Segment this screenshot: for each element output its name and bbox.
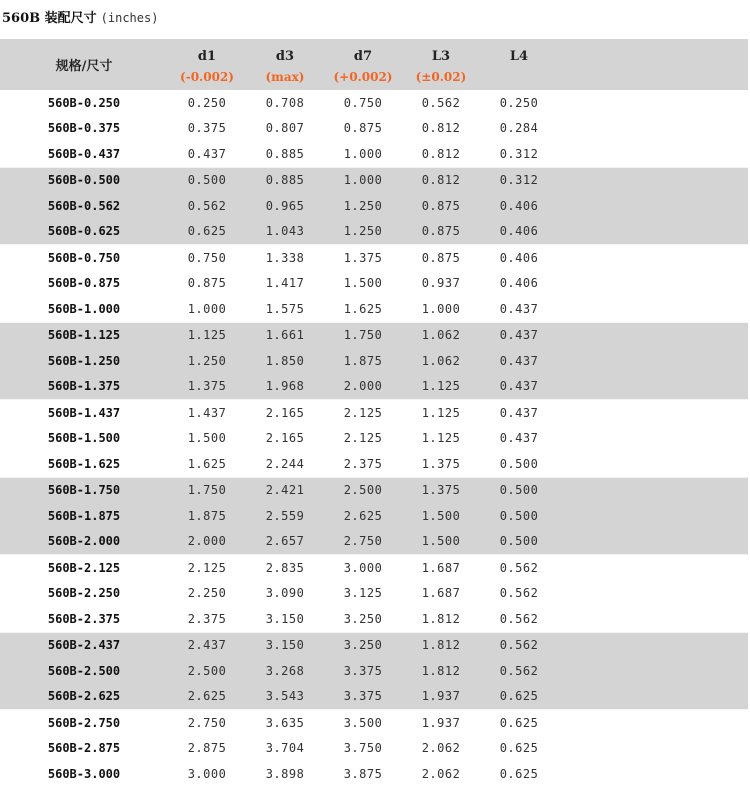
cell-d3: 3.150 bbox=[246, 606, 324, 632]
row-filler bbox=[558, 90, 748, 116]
cell-d3: 3.150 bbox=[246, 632, 324, 658]
table-row bbox=[0, 477, 748, 503]
cell-l3: 1.812 bbox=[402, 632, 480, 658]
table-body bbox=[0, 90, 748, 787]
cell-spec-code: 560B-1.000 bbox=[0, 296, 168, 322]
cell-spec-code: 560B-0.750 bbox=[0, 245, 168, 271]
cell-l3: 0.812 bbox=[402, 116, 480, 142]
table-row bbox=[0, 90, 748, 116]
cell-l3: 0.562 bbox=[402, 90, 480, 116]
cell-d1: 2.750 bbox=[168, 710, 246, 736]
cell-l4: 0.312 bbox=[480, 167, 558, 193]
cell-d3: 3.704 bbox=[246, 736, 324, 762]
cell-d3: 1.968 bbox=[246, 374, 324, 400]
cell-l4: 0.284 bbox=[480, 116, 558, 142]
cell-d3: 1.338 bbox=[246, 245, 324, 271]
cell-l4: 0.437 bbox=[480, 426, 558, 452]
cell-spec-code: 560B-0.500 bbox=[0, 167, 168, 193]
cell-d1: 2.500 bbox=[168, 658, 246, 684]
cell-d1: 2.000 bbox=[168, 529, 246, 555]
column-header-d3: d3 bbox=[246, 39, 324, 64]
cell-spec-code: 560B-0.375 bbox=[0, 116, 168, 142]
cell-l4: 0.625 bbox=[480, 736, 558, 762]
cell-spec-code: 560B-2.625 bbox=[0, 684, 168, 710]
cell-l4: 0.406 bbox=[480, 219, 558, 245]
cell-d7: 2.125 bbox=[324, 400, 402, 426]
cell-l4: 0.562 bbox=[480, 581, 558, 607]
cell-d1: 2.250 bbox=[168, 581, 246, 607]
cell-d3: 1.661 bbox=[246, 322, 324, 348]
cell-d3: 1.043 bbox=[246, 219, 324, 245]
cell-d7: 2.125 bbox=[324, 426, 402, 452]
cell-l3: 0.812 bbox=[402, 167, 480, 193]
column-header-d7: d7 bbox=[324, 39, 402, 64]
row-filler bbox=[558, 503, 748, 529]
cell-d1: 1.750 bbox=[168, 477, 246, 503]
cell-spec-code: 560B-0.250 bbox=[0, 90, 168, 116]
cell-spec-code: 560B-1.750 bbox=[0, 477, 168, 503]
row-filler bbox=[558, 581, 748, 607]
cell-d3: 0.807 bbox=[246, 116, 324, 142]
cell-l4: 0.562 bbox=[480, 632, 558, 658]
table-row bbox=[0, 503, 748, 529]
cell-d1: 0.375 bbox=[168, 116, 246, 142]
column-header-d1: d1 bbox=[168, 39, 246, 64]
cell-d1: 0.750 bbox=[168, 245, 246, 271]
cell-spec-code: 560B-1.500 bbox=[0, 426, 168, 452]
cell-d3: 3.268 bbox=[246, 658, 324, 684]
cell-l4: 0.625 bbox=[480, 684, 558, 710]
tolerance-l4 bbox=[480, 64, 558, 90]
cell-l4: 0.500 bbox=[480, 477, 558, 503]
cell-d3: 2.657 bbox=[246, 529, 324, 555]
table-row bbox=[0, 736, 748, 762]
cell-d1: 0.500 bbox=[168, 167, 246, 193]
row-filler bbox=[558, 400, 748, 426]
cell-l3: 1.687 bbox=[402, 581, 480, 607]
cell-l3: 1.937 bbox=[402, 710, 480, 736]
page-title bbox=[2, 6, 158, 28]
cell-spec-code: 560B-1.250 bbox=[0, 348, 168, 374]
tolerance-l3: (±0.02) bbox=[402, 64, 480, 90]
cell-d1: 0.875 bbox=[168, 271, 246, 297]
cell-l4: 0.562 bbox=[480, 658, 558, 684]
cell-d1: 2.125 bbox=[168, 555, 246, 581]
row-filler bbox=[558, 451, 748, 477]
table-row bbox=[0, 426, 748, 452]
cell-l4: 0.500 bbox=[480, 529, 558, 555]
cell-d1: 0.625 bbox=[168, 219, 246, 245]
cell-d1: 1.625 bbox=[168, 451, 246, 477]
row-filler bbox=[558, 245, 748, 271]
cell-d3: 1.417 bbox=[246, 271, 324, 297]
cell-l3: 1.125 bbox=[402, 400, 480, 426]
row-filler bbox=[558, 193, 748, 219]
cell-d7: 2.000 bbox=[324, 374, 402, 400]
cell-d7: 1.750 bbox=[324, 322, 402, 348]
cell-d7: 1.500 bbox=[324, 271, 402, 297]
cell-d7: 3.250 bbox=[324, 606, 402, 632]
cell-l3: 1.375 bbox=[402, 477, 480, 503]
cell-l4: 0.437 bbox=[480, 322, 558, 348]
row-filler bbox=[558, 348, 748, 374]
cell-d1: 3.000 bbox=[168, 761, 246, 787]
cell-l4: 0.562 bbox=[480, 555, 558, 581]
cell-d7: 0.750 bbox=[324, 90, 402, 116]
table-row bbox=[0, 296, 748, 322]
tolerance-d3: (max) bbox=[246, 64, 324, 90]
cell-l4: 0.562 bbox=[480, 606, 558, 632]
row-filler bbox=[558, 684, 748, 710]
cell-spec-code: 560B-0.875 bbox=[0, 271, 168, 297]
title-main: 560B 装配尺寸 bbox=[2, 11, 97, 26]
cell-l3: 1.000 bbox=[402, 296, 480, 322]
cell-l4: 0.625 bbox=[480, 710, 558, 736]
cell-l4: 0.406 bbox=[480, 193, 558, 219]
cell-d7: 3.375 bbox=[324, 658, 402, 684]
spec-column-header: 规格/尺寸 bbox=[0, 39, 168, 90]
cell-d1: 2.875 bbox=[168, 736, 246, 762]
table-row bbox=[0, 710, 748, 736]
cell-d3: 2.559 bbox=[246, 503, 324, 529]
cell-l4: 0.406 bbox=[480, 245, 558, 271]
cell-l4: 0.250 bbox=[480, 90, 558, 116]
cell-d1: 2.437 bbox=[168, 632, 246, 658]
column-header-l4: L4 bbox=[480, 39, 558, 64]
cell-l3: 1.687 bbox=[402, 555, 480, 581]
table-row bbox=[0, 116, 748, 142]
cell-d1: 0.250 bbox=[168, 90, 246, 116]
cell-l3: 1.500 bbox=[402, 503, 480, 529]
table-row bbox=[0, 167, 748, 193]
cell-d3: 3.635 bbox=[246, 710, 324, 736]
cell-d1: 1.250 bbox=[168, 348, 246, 374]
cell-spec-code: 560B-0.625 bbox=[0, 219, 168, 245]
cell-l4: 0.437 bbox=[480, 374, 558, 400]
cell-d1: 1.500 bbox=[168, 426, 246, 452]
cell-d7: 1.000 bbox=[324, 141, 402, 167]
cell-d3: 0.885 bbox=[246, 167, 324, 193]
cell-spec-code: 560B-2.500 bbox=[0, 658, 168, 684]
row-filler bbox=[558, 736, 748, 762]
cell-d1: 1.000 bbox=[168, 296, 246, 322]
cell-l4: 0.625 bbox=[480, 761, 558, 787]
cell-spec-code: 560B-1.375 bbox=[0, 374, 168, 400]
row-filler bbox=[558, 219, 748, 245]
cell-l3: 1.500 bbox=[402, 529, 480, 555]
cell-d3: 2.165 bbox=[246, 400, 324, 426]
row-filler bbox=[558, 761, 748, 787]
cell-d3: 3.090 bbox=[246, 581, 324, 607]
cell-d7: 3.000 bbox=[324, 555, 402, 581]
cell-d1: 1.875 bbox=[168, 503, 246, 529]
cell-spec-code: 560B-2.125 bbox=[0, 555, 168, 581]
table-row bbox=[0, 632, 748, 658]
table-row bbox=[0, 322, 748, 348]
cell-l3: 1.125 bbox=[402, 426, 480, 452]
header-row-names bbox=[0, 39, 748, 64]
cell-l3: 0.875 bbox=[402, 193, 480, 219]
cell-l3: 2.062 bbox=[402, 761, 480, 787]
table-row bbox=[0, 451, 748, 477]
cell-l3: 1.937 bbox=[402, 684, 480, 710]
cell-l3: 1.375 bbox=[402, 451, 480, 477]
title-unit: (inches) bbox=[100, 11, 159, 25]
cell-d3: 0.885 bbox=[246, 141, 324, 167]
table-row bbox=[0, 219, 748, 245]
header-filler bbox=[558, 64, 748, 90]
cell-l3: 1.125 bbox=[402, 374, 480, 400]
cell-l3: 1.812 bbox=[402, 658, 480, 684]
cell-d7: 2.375 bbox=[324, 451, 402, 477]
cell-d3: 0.965 bbox=[246, 193, 324, 219]
cell-spec-code: 560B-2.437 bbox=[0, 632, 168, 658]
table-row bbox=[0, 141, 748, 167]
cell-spec-code: 560B-2.000 bbox=[0, 529, 168, 555]
cell-d1: 1.375 bbox=[168, 374, 246, 400]
row-filler bbox=[558, 271, 748, 297]
cell-d1: 1.125 bbox=[168, 322, 246, 348]
cell-l3: 1.062 bbox=[402, 348, 480, 374]
cell-d3: 2.421 bbox=[246, 477, 324, 503]
cell-spec-code: 560B-1.437 bbox=[0, 400, 168, 426]
table-row bbox=[0, 555, 748, 581]
cell-l4: 0.312 bbox=[480, 141, 558, 167]
dimension-table bbox=[0, 39, 748, 787]
row-filler bbox=[558, 477, 748, 503]
cell-d3: 1.850 bbox=[246, 348, 324, 374]
table-row bbox=[0, 271, 748, 297]
cell-d7: 3.375 bbox=[324, 684, 402, 710]
column-header-l3: L3 bbox=[402, 39, 480, 64]
table-row bbox=[0, 193, 748, 219]
cell-d3: 1.575 bbox=[246, 296, 324, 322]
cell-d7: 1.875 bbox=[324, 348, 402, 374]
cell-d7: 3.500 bbox=[324, 710, 402, 736]
tolerance-d1: (-0.002) bbox=[168, 64, 246, 90]
cell-spec-code: 560B-1.625 bbox=[0, 451, 168, 477]
row-filler bbox=[558, 374, 748, 400]
table-row bbox=[0, 581, 748, 607]
cell-d7: 1.000 bbox=[324, 167, 402, 193]
table-row bbox=[0, 529, 748, 555]
row-filler bbox=[558, 555, 748, 581]
cell-l3: 1.812 bbox=[402, 606, 480, 632]
cell-d1: 1.437 bbox=[168, 400, 246, 426]
cell-d1: 2.625 bbox=[168, 684, 246, 710]
cell-d7: 2.625 bbox=[324, 503, 402, 529]
cell-l3: 2.062 bbox=[402, 736, 480, 762]
row-filler bbox=[558, 529, 748, 555]
cell-d7: 2.500 bbox=[324, 477, 402, 503]
cell-l4: 0.406 bbox=[480, 271, 558, 297]
header-filler bbox=[558, 39, 748, 64]
row-filler bbox=[558, 322, 748, 348]
cell-l4: 0.437 bbox=[480, 296, 558, 322]
row-filler bbox=[558, 167, 748, 193]
cell-spec-code: 560B-3.000 bbox=[0, 761, 168, 787]
cell-d7: 1.375 bbox=[324, 245, 402, 271]
cell-d3: 2.244 bbox=[246, 451, 324, 477]
row-filler bbox=[558, 426, 748, 452]
cell-d3: 2.835 bbox=[246, 555, 324, 581]
cell-d7: 3.875 bbox=[324, 761, 402, 787]
cell-d3: 3.898 bbox=[246, 761, 324, 787]
table-row bbox=[0, 400, 748, 426]
cell-d7: 1.625 bbox=[324, 296, 402, 322]
cell-d3: 0.708 bbox=[246, 90, 324, 116]
table-header bbox=[0, 39, 748, 90]
cell-d7: 2.750 bbox=[324, 529, 402, 555]
cell-d7: 1.250 bbox=[324, 219, 402, 245]
row-filler bbox=[558, 606, 748, 632]
cell-spec-code: 560B-2.375 bbox=[0, 606, 168, 632]
cell-spec-code: 560B-1.875 bbox=[0, 503, 168, 529]
cell-d7: 3.250 bbox=[324, 632, 402, 658]
cell-d1: 0.437 bbox=[168, 141, 246, 167]
row-filler bbox=[558, 141, 748, 167]
cell-l3: 0.937 bbox=[402, 271, 480, 297]
table-row bbox=[0, 348, 748, 374]
cell-l4: 0.437 bbox=[480, 400, 558, 426]
cell-spec-code: 560B-1.125 bbox=[0, 322, 168, 348]
cell-d7: 3.750 bbox=[324, 736, 402, 762]
table-row bbox=[0, 374, 748, 400]
table-row bbox=[0, 684, 748, 710]
cell-spec-code: 560B-0.562 bbox=[0, 193, 168, 219]
cell-l4: 0.500 bbox=[480, 451, 558, 477]
cell-d1: 2.375 bbox=[168, 606, 246, 632]
cell-d1: 0.562 bbox=[168, 193, 246, 219]
cell-d3: 3.543 bbox=[246, 684, 324, 710]
cell-d7: 0.875 bbox=[324, 116, 402, 142]
cell-spec-code: 560B-2.250 bbox=[0, 581, 168, 607]
cell-spec-code: 560B-2.875 bbox=[0, 736, 168, 762]
tolerance-d7: (+0.002) bbox=[324, 64, 402, 90]
cell-l3: 0.812 bbox=[402, 141, 480, 167]
row-filler bbox=[558, 632, 748, 658]
row-filler bbox=[558, 116, 748, 142]
cell-d7: 1.250 bbox=[324, 193, 402, 219]
cell-l3: 0.875 bbox=[402, 219, 480, 245]
cell-l4: 0.500 bbox=[480, 503, 558, 529]
table-row bbox=[0, 761, 748, 787]
cell-l3: 1.062 bbox=[402, 322, 480, 348]
row-filler bbox=[558, 710, 748, 736]
table-row bbox=[0, 245, 748, 271]
cell-spec-code: 560B-2.750 bbox=[0, 710, 168, 736]
table-row bbox=[0, 606, 748, 632]
cell-l4: 0.437 bbox=[480, 348, 558, 374]
cell-l3: 0.875 bbox=[402, 245, 480, 271]
cell-d7: 3.125 bbox=[324, 581, 402, 607]
row-filler bbox=[558, 658, 748, 684]
row-filler bbox=[558, 296, 748, 322]
cell-spec-code: 560B-0.437 bbox=[0, 141, 168, 167]
cell-d3: 2.165 bbox=[246, 426, 324, 452]
table-row bbox=[0, 658, 748, 684]
